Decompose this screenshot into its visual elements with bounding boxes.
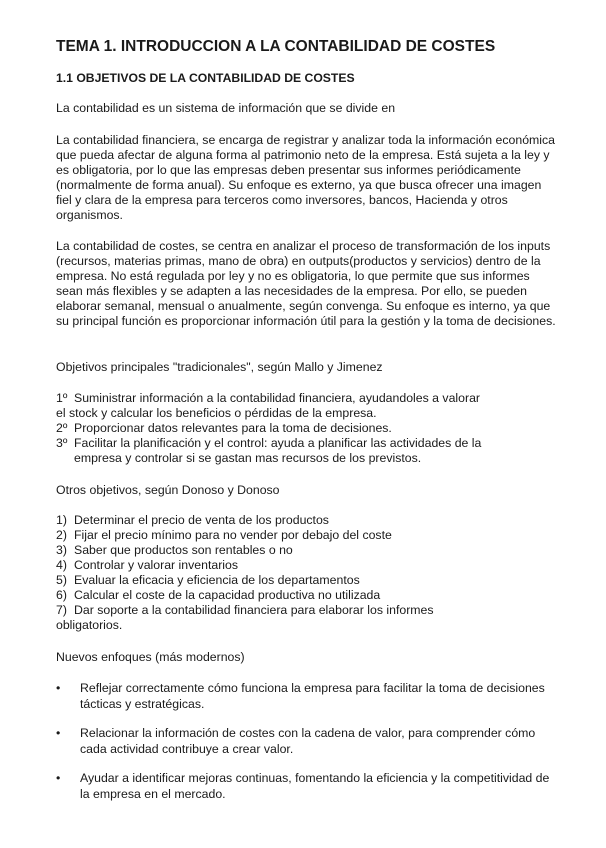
list-item-continuation: obligatorios. [56,618,123,632]
list-item-text: Saber que productos son rentables o no [74,543,293,557]
list-number: 2º [56,421,68,435]
bullet-icon: • [56,771,61,785]
paragraph-costes: La contabilidad de costes, se centra en analizar el proceso de transformación de los inputs (recursos, materias primas, mano de obra) en outputs(productos y servicios) dentro de la empresa. No está regulada por ley y no es obligatoria, lo que permite que sus informes sean más flexibles y se adapten a las necesidades de la empresa. Por ello, se pueden elaborar semanal, mensual o anualmente, según convenga. Su enfoque es interno, ya que su principal función es proporcionar información útil para la gestión y la toma de decisiones. [56,239,556,328]
list-item [56,603,434,618]
new-approaches-heading: Nuevos enfoques (más modernos) [56,650,245,664]
list-number: 4) [56,558,67,572]
list-item-text: Dar soporte a la contabilidad financiera para elaborar los informes [74,603,434,617]
list-item-text: Fijar el precio mínimo para no vender por debajo del coste [74,528,392,542]
bullet-icon: • [56,681,61,695]
list-number: 3º [56,436,68,450]
traditional-objectives-heading: Objetivos principales "tradicionales", según Mallo y Jimenez [56,360,383,374]
list-number: 3) [56,543,67,557]
bullet-item [56,681,556,713]
intro-text: La contabilidad es un sistema de información que se divide en [56,101,396,115]
list-item [56,513,329,528]
page-title: TEMA 1. INTRODUCCION A LA CONTABILIDAD DE COSTES [56,38,496,55]
list-item-text: Controlar y valorar inventarios [74,558,239,572]
bullet-item [56,771,556,803]
other-objectives-heading: Otros objetivos, según Donoso y Donoso [56,483,280,497]
list-item-text: Evaluar la eficacia y eficiencia de los departamentos [74,573,360,587]
bullet-text: Ayudar a identificar mejoras continuas, fomentando la eficiencia y la competitividad de la empresa en el mercado. [80,771,550,801]
list-item-text: Suministrar información a la contabilidad financiera, ayudandoles a valorar [74,391,481,405]
bullet-item [56,726,556,758]
list-number: 5) [56,573,67,587]
list-item-text: Facilitar la planificación y el control: ayuda a planificar las actividades de la [74,436,482,450]
list-number: 7) [56,603,67,617]
list-number: 2) [56,528,67,542]
list-item [56,543,293,558]
list-item-text: Determinar el precio de venta de los productos [74,513,329,527]
list-item-text: Calcular el coste de la capacidad productiva no utilizada [74,588,381,602]
list-item [56,558,238,573]
list-number: 6) [56,588,67,602]
bullet-text: Relacionar la información de costes con la cadena de valor, para comprender cómo cada actividad contribuye a crear valor. [80,726,536,756]
list-item-continuation: el stock y calcular los beneficios o pérdidas de la empresa. [56,406,377,420]
list-item [56,573,360,588]
bullet-icon: • [56,726,61,740]
list-item-text: Proporcionar datos relevantes para la toma de decisiones. [74,421,392,435]
paragraph-financiera: La contabilidad financiera, se encarga de registrar y analizar toda la información económica que pueda afectar de alguna forma al patrimonio neto de la empresa. Está sujeta a la ley y es obligatoria, por lo que las empresas deben presentar sus informes periódicamente (normalmente de forma anual). Su enfoque es externo, ya que busca ofrecer una imagen fiel y clara de la empresa para terceros como inversores, bancos, Hacienda y otros organismos. [56,133,555,222]
list-item [56,588,380,603]
list-item-continuation: empresa y controlar si se gastan mas recursos de los previstos. [74,451,422,465]
bullet-text: Reflejar correctamente cómo funciona la empresa para facilitar la toma de decisiones tácticas y estratégicas. [80,681,545,711]
list-item [56,436,481,451]
list-number: 1) [56,513,67,527]
list-item [56,528,392,543]
list-number: 1º [56,391,68,405]
list-item [56,421,392,436]
list-item [56,391,480,406]
section-heading: 1.1 OBJETIVOS DE LA CONTABILIDAD DE COSTES [56,71,355,85]
